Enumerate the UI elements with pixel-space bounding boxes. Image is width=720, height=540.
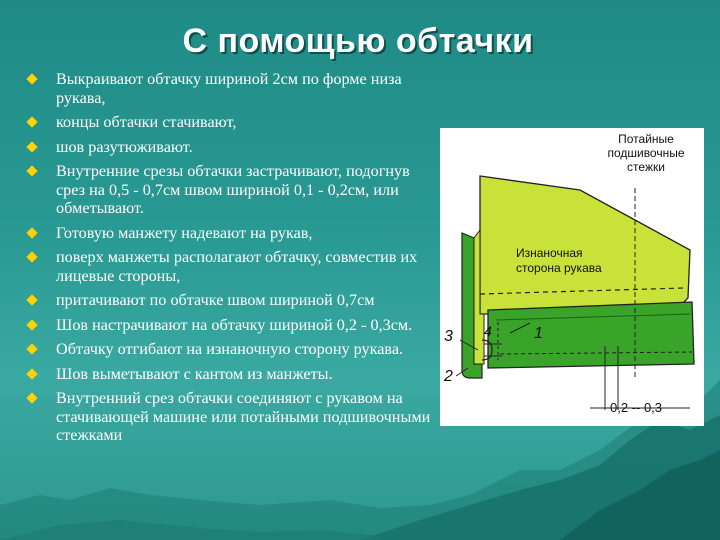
bullet-diamond-icon <box>26 392 37 403</box>
list-item: Внутренние срезы обтачки застрачивают, подогнув срез на 0,5 - 0,7см швом шириной 0,1 - 0,2см, или обметывают. <box>22 162 432 218</box>
bullet-diamond-icon <box>26 73 37 84</box>
bullet-diamond-icon <box>26 141 37 152</box>
bullet-diamond-icon <box>26 251 37 262</box>
list-item: шов разутюживают. <box>22 138 432 157</box>
bullet-diamond-icon <box>26 368 37 379</box>
bullet-diamond-icon <box>26 227 37 238</box>
sleeve-facing-diagram <box>440 128 704 426</box>
bullet-list <box>22 70 432 451</box>
slide-title: С помощью обтачки <box>182 22 534 60</box>
wrong-side-label: Изнаночная сторона рукава <box>516 246 602 275</box>
bullet-diamond-icon <box>26 319 37 330</box>
list-item: Внутренний срез обтачки соединяют с рукавом на стачивающей машине или потайными подшивочными стежками <box>22 389 432 445</box>
stitches-label: Потайные подшивочные стежки <box>607 132 685 174</box>
marker-2: 2 <box>444 368 453 385</box>
list-item: Шов настрачивают на обтачку шириной 0,2 - 0,3см. <box>22 316 432 335</box>
list-item: концы обтачки стачивают, <box>22 113 432 132</box>
list-item: Готовую манжету надевают на рукав, <box>22 224 432 243</box>
bullet-diamond-icon <box>26 343 37 354</box>
marker-1: 1 <box>534 325 543 342</box>
list-item: поверх манжеты располагают обтачку, совместив их лицевые стороны, <box>22 248 432 285</box>
facing-band <box>488 302 694 368</box>
bullet-diamond-icon <box>26 116 37 127</box>
bullet-diamond-icon <box>26 294 37 305</box>
list-item: Шов выметывают с кантом из манжеты. <box>22 365 432 384</box>
marker-3: 3 <box>444 328 453 345</box>
list-item: Выкраивают обтачку шириной 2см по форме низа рукава, <box>22 70 432 107</box>
bullet-diamond-icon <box>26 165 37 176</box>
list-item: притачивают по обтачке швом шириной 0,7см <box>22 291 432 310</box>
marker-4: 4 <box>484 323 492 339</box>
dimension-label: 0,2 -- 0,3 <box>610 400 663 415</box>
list-item: Обтачку отгибают на изнаночную сторону рукава. <box>22 340 432 359</box>
